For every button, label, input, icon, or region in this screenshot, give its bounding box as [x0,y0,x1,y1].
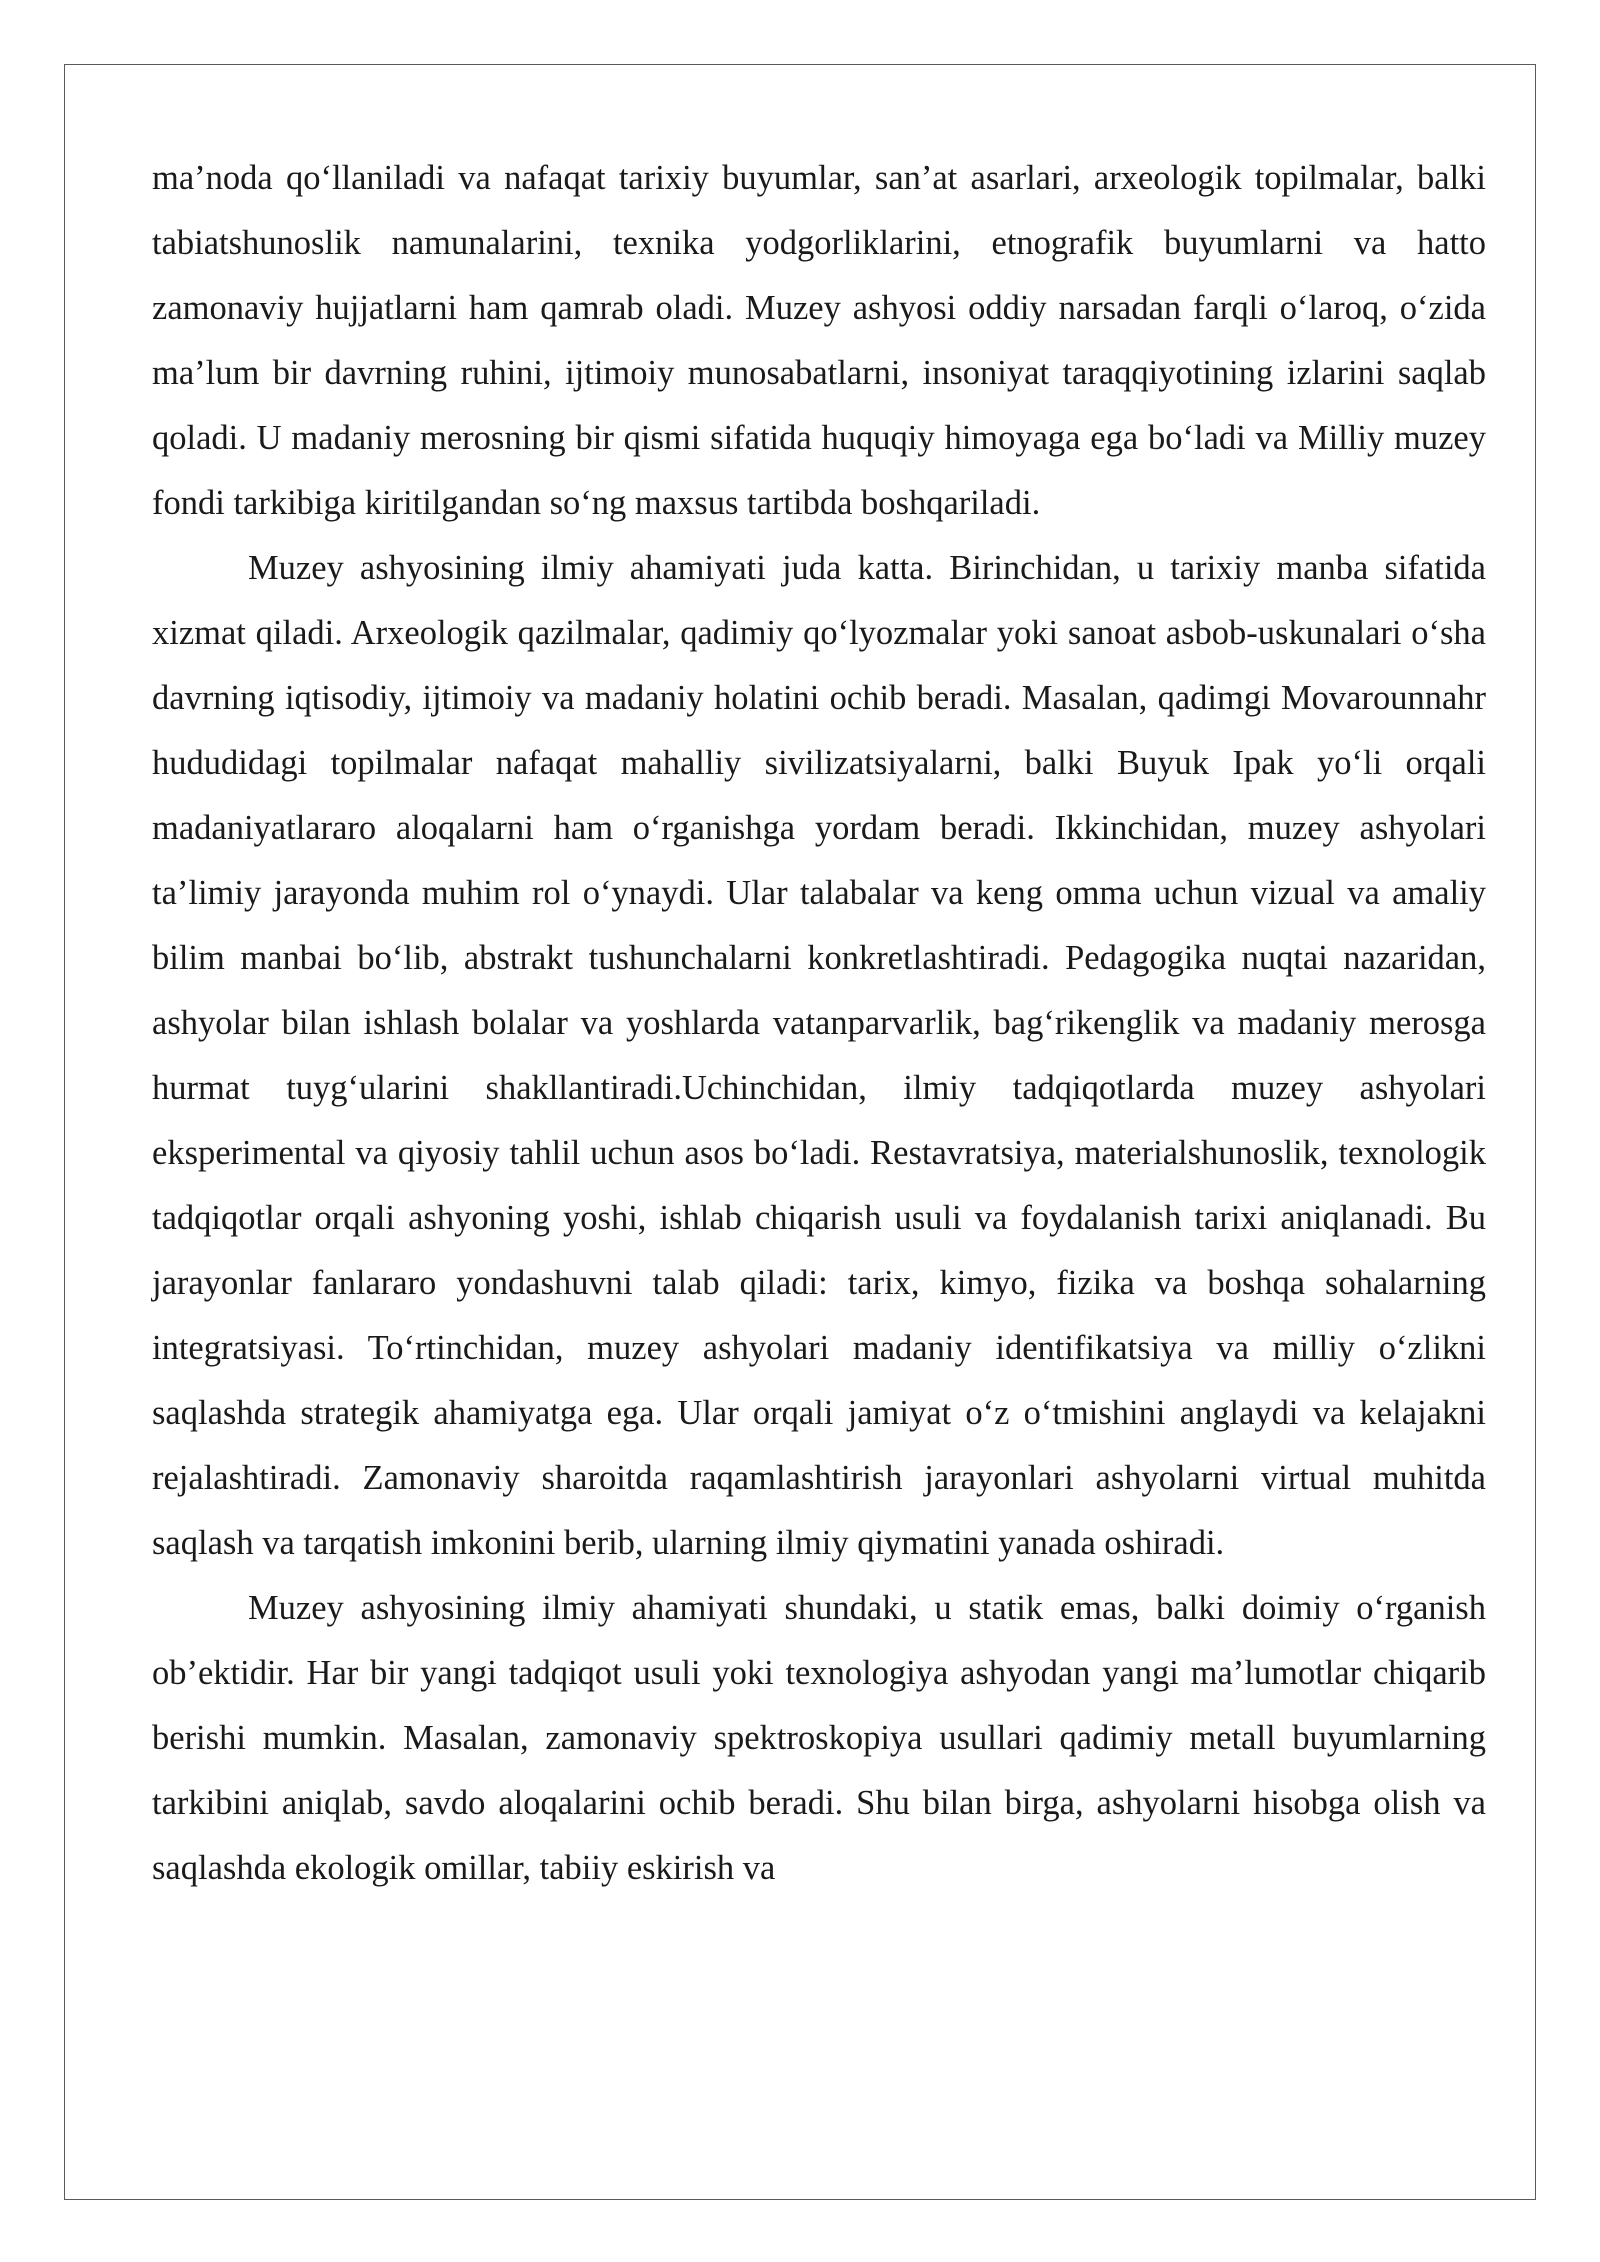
paragraph-1: ma’noda qo‘llaniladi va nafaqat tarixiy buyumlar, san’at asarlari, arxeologik topilmalar, balki tabiatshunoslik namunalarini, texnika yodgorliklarini, etnografik buyumlarni va hatto zamonaviy hujjatlarni ham qamrab oladi. Muzey ashyosi oddiy narsadan farqli o‘laroq, o‘zida ma’lum bir davrning ruhini, ijtimoiy munosabatlarni, insoniyat taraqqiyotining izlarini saqlab qoladi. U madaniy merosning bir qismi sifatida huquqiy himoyaga ega bo‘ladi va Milliy muzey fondi tarkibiga kiritilgandan so‘ng maxsus tartibda boshqariladi. [152,159,1486,522]
document-body [152,146,1486,1901]
paragraph-3: Muzey ashyosining ilmiy ahamiyati shundaki, u statik emas, balki doimiy o‘rganish ob’ektidir. Har bir yangi tadqiqot usuli yoki texnologiya ashyodan yangi ma’lumotlar chiqarib berishi mumkin. Masalan, zamonaviy spektroskopiya usullari qadimiy metall buyumlarning tarkibini aniqlab, savdo aloqalarini ochib beradi. Shu bilan birga, ashyolarni hisobga olish va saqlashda ekologik omillar, tabiiy eskirish va [152,1589,1486,1887]
paragraph-2: Muzey ashyosining ilmiy ahamiyati juda katta. Birinchidan, u tarixiy manba sifatida xizmat qiladi. Arxeologik qazilmalar, qadimiy qo‘lyozmalar yoki sanoat asbob-uskunalari o‘sha davrning iqtisodiy, ijtimoiy va madaniy holatini ochib beradi. Masalan, qadimgi Movarounnahr hududidagi topilmalar nafaqat mahalliy sivilizatsiyalarni, balki Buyuk Ipak yo‘li orqali madaniyatlararo aloqalarni ham o‘rganishga yordam beradi. Ikkinchidan, muzey ashyolari ta’limiy jarayonda muhim rol o‘ynaydi. Ular talabalar va keng omma uchun vizual va amaliy bilim manbai bo‘lib, abstrakt tushunchalarni konkretlashtiradi. Pedagogika nuqtai nazaridan, ashyolar bilan ishlash bolalar va yoshlarda vatanparvarlik, bag‘rikenglik va madaniy merosga hurmat tuyg‘ularini shakllantiradi.Uchinchidan, ilmiy tadqiqotlarda muzey ashyolari eksperimental va qiyosiy tahlil uchun asos bo‘ladi. Restavratsiya, materialshunoslik, texnologik tadqiqotlar orqali ashyoning yoshi, ishlab chiqarish usuli va foydalanish tarixi aniqlanadi. Bu jarayonlar fanlararo yondashuvni talab qiladi: tarix, kimyo, fizika va boshqa sohalarning integratsiyasi. To‘rtinchidan, muzey ashyolari madaniy identifikatsiya va milliy o‘zlikni saqlashda strategik ahamiyatga ega. Ular orqali jamiyat o‘z o‘tmishini anglaydi va kelajakni rejalashtiradi. Zamonaviy sharoitda raqamlashtirish jarayonlari ashyolarni virtual muhitda saqlash va tarqatish imkonini berib, ularning ilmiy qiymatini yanada oshiradi. [152,549,1486,1562]
